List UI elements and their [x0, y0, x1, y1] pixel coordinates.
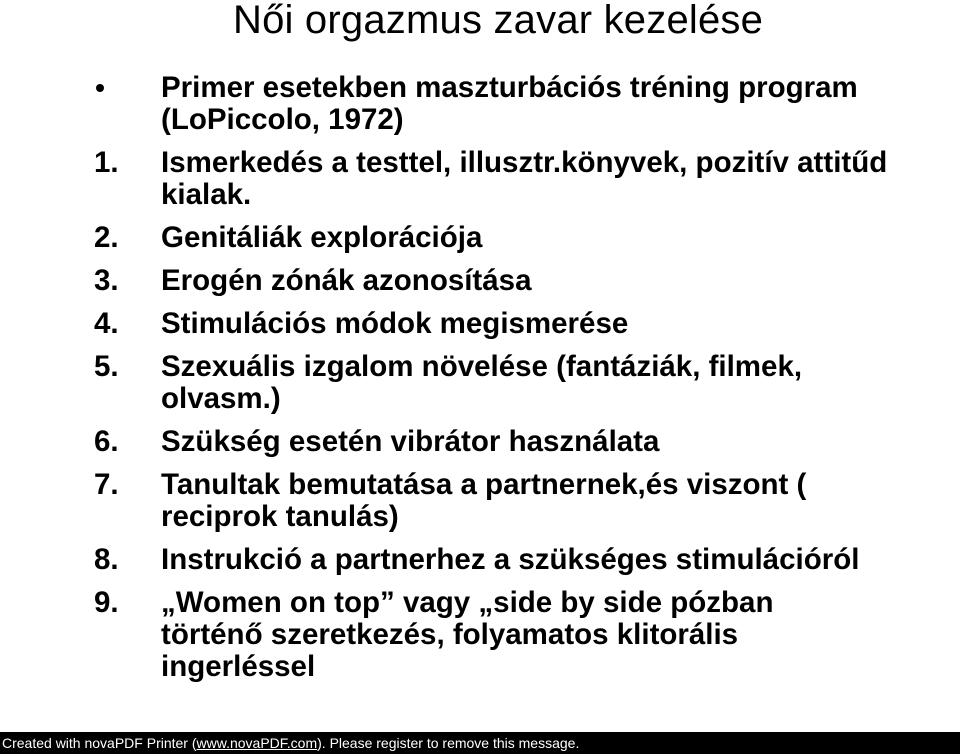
list-item: 7. Tanultak bemutatása a partnernek,és viszont ( reciprok tanulás) — [0, 469, 960, 533]
list-item: 8. Instrukció a partnerhez a szükséges stimulációról — [0, 544, 960, 576]
item-text: „Women on top” vagy „side by side pózban történő szeretkezés, folyamatos klitorális ingerléssel — [161, 586, 774, 683]
list-item — [0, 72, 960, 136]
list-item: 4. Stimulációs módok megismerése — [0, 308, 960, 340]
list-item: 9. „Women on top” vagy „side by side pózban történő szeretkezés, folyamatos klitorális ingerléssel — [0, 587, 960, 683]
footer-link[interactable]: www.novaPDF.com — [196, 735, 318, 751]
list-item: 6. Szükség esetén vibrátor használata — [0, 426, 960, 458]
watermark-footer — [0, 732, 960, 754]
item-text: Szexuális izgalom növelése (fantáziák, filmek, olvasm.) — [161, 350, 803, 415]
list-item: 1. Ismerkedés a testtel, illusztr.könyvek, pozitív attitűd kialak. — [0, 147, 960, 211]
list-item: 5. Szexuális izgalom növelése (fantáziák, filmek, olvasm.) — [0, 351, 960, 415]
footer-suffix: ). Please register to remove this message. — [317, 735, 580, 751]
item-text: Genitáliák explorációja — [161, 221, 483, 254]
item-text: Stimulációs módok megismerése — [161, 307, 629, 340]
slide-title: Női orgazmus zavar kezelése — [233, 0, 764, 42]
item-text: Erogén zónák azonosítása — [161, 264, 532, 297]
item-text: Tanultak bemutatása a partnernek,és viszont ( reciprok tanulás) — [161, 468, 807, 533]
list-item: 2. Genitáliák explorációja — [0, 222, 960, 254]
item-text: Ismerkedés a testtel, illusztr.könyvek, pozitív attitűd kialak. — [161, 146, 888, 211]
footer-prefix: Created with novaPDF Printer ( — [2, 735, 197, 751]
item-text: Primer esetekben maszturbációs tréning program (LoPiccolo, 1972) — [161, 71, 858, 136]
item-list — [0, 72, 960, 694]
list-item: 3. Erogén zónák azonosítása — [0, 265, 960, 297]
item-text: Szükség esetén vibrátor használata — [161, 425, 660, 458]
item-text: Instrukció a partnerhez a szükséges stimulációról — [161, 543, 860, 576]
bullet-icon — [96, 84, 104, 92]
